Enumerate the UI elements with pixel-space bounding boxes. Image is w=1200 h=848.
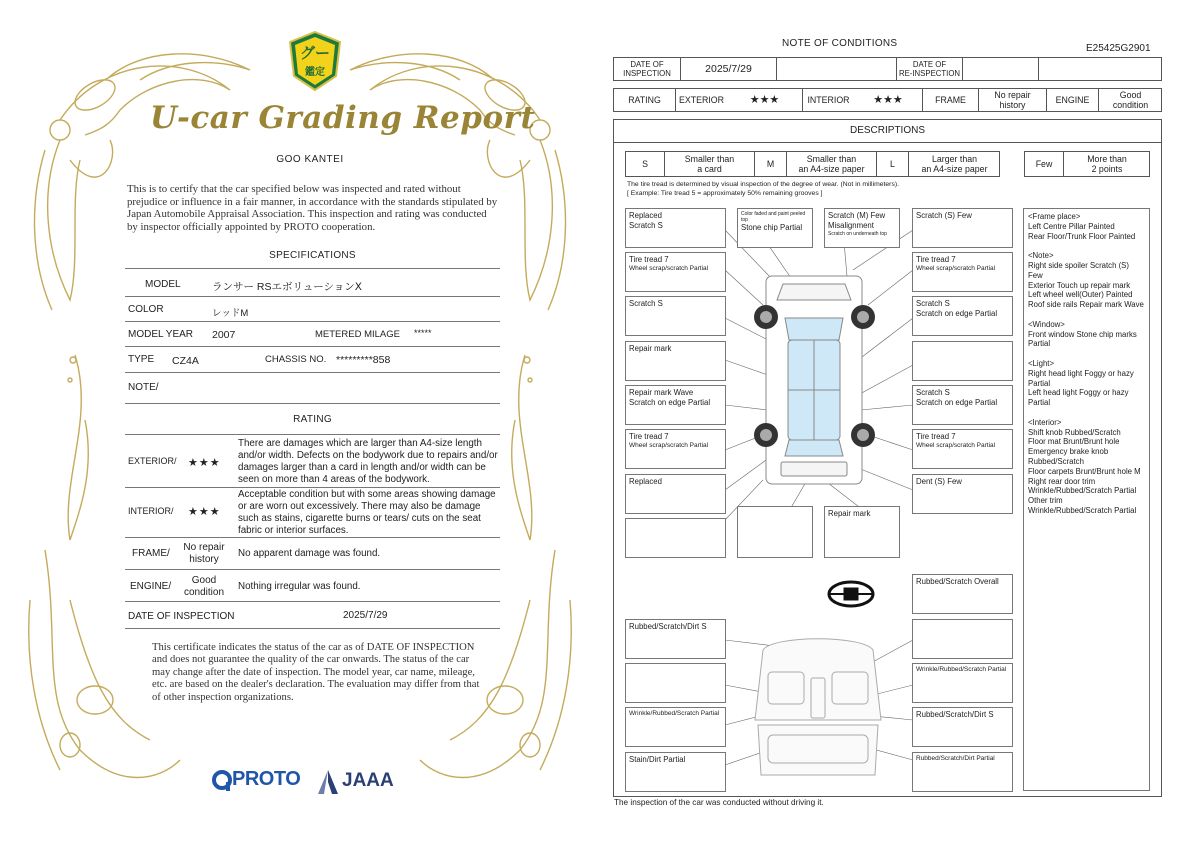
exterior-description: There are damages which are larger than A4-size length and/or width. Defects on the bodywork due to repairs and/or damages larger than a card in length and/or width can be seen on more than 4 areas of the bodywork. bbox=[238, 438, 498, 485]
date-of-inspection-label: DATE OF INSPECTION bbox=[128, 611, 235, 622]
proto-logo-icon bbox=[212, 770, 232, 792]
box-right-rear-quarter bbox=[912, 474, 1013, 514]
box-text: Stain/Dirt Partial bbox=[629, 755, 686, 764]
engine-value-line1: Good bbox=[1119, 90, 1142, 100]
frame-label: FRAME/ bbox=[132, 548, 170, 559]
box-text: Wrinkle/Rubbed/Scratch Partial bbox=[916, 666, 1007, 673]
condition-notes-list bbox=[1023, 208, 1150, 791]
color-label: COLOR bbox=[128, 304, 164, 315]
frame-label: FRAME bbox=[922, 89, 978, 111]
box-text: Scratch (M) Few bbox=[828, 211, 886, 220]
car-interior-view bbox=[755, 639, 881, 775]
legend-s-desc-1: Smaller than bbox=[684, 154, 735, 164]
exterior-label: EXTERIOR bbox=[675, 89, 727, 111]
box-text: Scratch on edge Partial bbox=[629, 398, 711, 407]
dor-label bbox=[896, 58, 962, 80]
doi-label-line2: INSPECTION bbox=[623, 69, 671, 78]
box-text: Dent (S) Few bbox=[916, 477, 962, 486]
report-subtitle: GOO KANTEI bbox=[276, 154, 344, 165]
box-steering-wheel bbox=[912, 574, 1013, 614]
tire-note-line1: The tire tread is determined by visual inspection of the degree of wear. (Not in millimeters). bbox=[627, 181, 899, 188]
legend-l-desc-2: an A4-size paper bbox=[921, 164, 988, 174]
model-year-value: 2007 bbox=[212, 329, 236, 341]
dor-value bbox=[962, 58, 1038, 80]
box-rear-center-2 bbox=[824, 506, 900, 558]
legend-s: S bbox=[642, 159, 648, 169]
box-rear-center-1 bbox=[737, 506, 813, 558]
box-text: Tire tread 7 bbox=[629, 255, 669, 264]
legend-few-desc-2: 2 points bbox=[1091, 164, 1123, 174]
frame-place-note: <Frame place> Left Centre Pillar Painted Rear Floor/Trunk Floor Painted bbox=[1028, 212, 1136, 241]
frame-value bbox=[978, 89, 1046, 111]
box-interior-4 bbox=[912, 663, 1013, 703]
few-legend bbox=[1024, 151, 1150, 177]
doi-label-line1: DATE OF bbox=[630, 60, 664, 69]
certificate-footer-text: This certificate indicates the status of the car as of DATE OF INSPECTION and does not guarantee the quality of the car onwards. The status of the car may change after the date of inspection. The model year, car name, mileage, etc. are based on the dealer's declaration. The evaluation may differ from that of other inspection organizations. bbox=[152, 642, 480, 703]
box-text: Misalignment bbox=[828, 221, 874, 230]
engine-value bbox=[1098, 89, 1162, 111]
box-interior-6 bbox=[912, 707, 1013, 747]
tire-note bbox=[627, 180, 899, 198]
box-interior-1 bbox=[625, 619, 726, 659]
box-interior-5 bbox=[625, 707, 726, 747]
engine-value-line2: condition bbox=[1112, 100, 1149, 110]
rating-label: RATING bbox=[628, 95, 661, 105]
type-label: TYPE bbox=[128, 354, 155, 365]
chassis-value: *********858 bbox=[336, 354, 391, 366]
engine-value-line1: Good bbox=[191, 575, 217, 586]
badge-bottom-text: 鑑定 bbox=[305, 67, 325, 78]
legend-l-desc bbox=[908, 152, 1000, 176]
box-text: Repair mark Wave bbox=[629, 388, 694, 397]
box-text: Scratch on edge Partial bbox=[916, 398, 998, 407]
box-front-center-1 bbox=[737, 208, 813, 248]
light-note: <Light> Right head light Foggy or hazy Partial Left head light Foggy or hazy Partial bbox=[1028, 358, 1134, 408]
box-text: Scratch S bbox=[629, 221, 663, 230]
box-front-left bbox=[625, 208, 726, 248]
legend-l: L bbox=[876, 152, 908, 176]
engine-description: Nothing irregular was found. bbox=[238, 581, 361, 592]
box-text: Replaced bbox=[629, 477, 662, 486]
inspection-date-row bbox=[613, 57, 1162, 81]
box-tire-front-right bbox=[912, 252, 1013, 292]
box-text: Wheel scrap/scratch Partial bbox=[916, 265, 996, 272]
box-text: Repair mark bbox=[828, 509, 871, 518]
descriptions-heading: DESCRIPTIONS bbox=[613, 119, 1162, 143]
jaaa-logo-text: JAAA bbox=[342, 770, 394, 791]
reference-number: E25425G2901 bbox=[1086, 43, 1151, 54]
empty-cell-2 bbox=[1038, 58, 1162, 80]
box-text: Wheel scrap/scratch Partial bbox=[916, 442, 996, 449]
frame-value-line1: No repair bbox=[183, 542, 225, 553]
box-tire-rear-left bbox=[625, 429, 726, 469]
box-text: Replaced bbox=[629, 211, 662, 220]
empty-cell bbox=[776, 58, 896, 80]
specifications-heading: SPECIFICATIONS bbox=[269, 250, 356, 261]
note-label: NOTE/ bbox=[128, 382, 159, 393]
box-text: Rubbed/Scratch/Dirt S bbox=[629, 622, 707, 631]
box-left-rear-quarter bbox=[625, 474, 726, 514]
legend-m-desc-1: Smaller than bbox=[806, 154, 857, 164]
dor-label-line1: DATE OF bbox=[912, 60, 947, 69]
box-text: Stone chip Partial bbox=[741, 223, 803, 232]
box-text: Repair mark bbox=[629, 344, 672, 353]
engine-value bbox=[174, 575, 234, 599]
box-tire-rear-right bbox=[912, 429, 1013, 469]
engine-label: ENGINE/ bbox=[130, 581, 172, 592]
box-left-front-door bbox=[625, 341, 726, 381]
frame-value-line2: history bbox=[999, 100, 1026, 110]
legend-s-desc-2: a card bbox=[697, 164, 722, 174]
box-text: Scratch (S) Few bbox=[916, 211, 972, 220]
frame-value-line1: No repair bbox=[994, 90, 1031, 100]
badge-top-text: グー bbox=[299, 45, 330, 62]
box-text: Rubbed/Scratch/Dirt Partial bbox=[916, 755, 995, 762]
dor-label-line2: RE-INSPECTION bbox=[898, 69, 961, 78]
inspection-footer: The inspection of the car was conducted without driving it. bbox=[614, 798, 824, 807]
doi-value: 2025/7/29 bbox=[680, 58, 776, 80]
note-of-conditions-title: NOTE OF CONDITIONS bbox=[782, 38, 898, 49]
box-front-center-2 bbox=[824, 208, 900, 248]
box-right-front-door bbox=[912, 341, 1013, 381]
model-label: MODEL bbox=[145, 279, 181, 290]
steering-wheel-icon bbox=[829, 582, 873, 606]
box-small-text: Scratch on underneath top bbox=[828, 231, 887, 237]
box-interior-7 bbox=[625, 752, 726, 792]
color-value: レッドM bbox=[212, 308, 249, 319]
jaaa-logo-icon bbox=[318, 770, 338, 794]
box-text: Scratch S bbox=[629, 299, 663, 308]
frame-value bbox=[174, 542, 234, 566]
box-text: Scratch S bbox=[916, 388, 950, 397]
box-text: Scratch on edge Partial bbox=[916, 309, 998, 318]
legend-few: Few bbox=[1035, 159, 1053, 169]
tire-note-line2: [ Example: Tire tread 5 = approximately 50% remaining grooves ] bbox=[627, 190, 823, 197]
interior-stars: ★★★ bbox=[188, 506, 221, 518]
type-value: CZ4A bbox=[172, 355, 199, 367]
box-text: Tire tread 7 bbox=[916, 255, 956, 264]
size-legend bbox=[625, 151, 1000, 177]
general-note: <Note> Right side spoiler Scratch (S) Few Exterior Touch up repair mark Left wheel well(Outer) Painted Roof side rails Repair mark Wave bbox=[1028, 251, 1144, 310]
legend-few-desc-1: More than bbox=[1087, 154, 1127, 164]
box-text: Wheel scrap/scratch Partial bbox=[629, 442, 709, 449]
legend-l-desc-1: Larger than bbox=[932, 154, 977, 164]
rating-row bbox=[613, 88, 1162, 112]
box-text: Wrinkle/Rubbed/Scratch Partial bbox=[629, 710, 720, 717]
box-tire-front-left bbox=[625, 252, 726, 292]
interior-description: Acceptable condition but with some areas showing damage or are worn out excessively. There may also be damage such as stains, cigarette burns or tears/ cuts on the seat fabric or interior surfaces. bbox=[238, 489, 496, 536]
goo-kantei-badge-icon bbox=[288, 30, 342, 92]
legend-m: M bbox=[754, 152, 786, 176]
box-interior-3 bbox=[625, 663, 726, 703]
box-interior-8 bbox=[912, 752, 1013, 792]
box-right-rear-door bbox=[912, 385, 1013, 425]
frame-description: No apparent damage was found. bbox=[238, 548, 381, 559]
interior-note: <Interior> Shift knob Rubbed/Scratch Floor mat Brunt/Brunt hole Emergency brake knob Rubbed/Scratch Floor carpets Brunt/Brunt hole M Right rear door trim Wrinkle/Rubbed/Scratch Partial Other trim Wrinkle/Rubbed/Scratch Partial bbox=[1028, 417, 1141, 515]
box-text: Tire tread 7 bbox=[916, 432, 956, 441]
legend-m-desc bbox=[786, 152, 876, 176]
doi-label bbox=[614, 58, 680, 80]
legend-few-desc bbox=[1063, 152, 1150, 176]
box-text: Scratch S bbox=[916, 299, 950, 308]
engine-label: ENGINE bbox=[1046, 89, 1098, 111]
car-top-view bbox=[766, 276, 862, 484]
legend-m-desc-2: an A4-size paper bbox=[798, 164, 865, 174]
box-interior-2 bbox=[912, 619, 1013, 659]
legend-s-desc bbox=[664, 152, 754, 176]
box-text: Wheel scrap/scratch Partial bbox=[629, 265, 709, 272]
box-front-right bbox=[912, 208, 1013, 248]
box-rear-left bbox=[625, 518, 726, 558]
proto-logo-text: PROTO bbox=[232, 768, 301, 790]
exterior-stars: ★★★ bbox=[749, 94, 780, 106]
report-title: U-car Grading Report bbox=[150, 100, 536, 136]
interior-label: INTERIOR bbox=[802, 89, 854, 111]
box-small-text: Color faded and paint peeled top bbox=[741, 211, 806, 223]
frame-value-line2: history bbox=[189, 554, 219, 565]
mileage-value: ***** bbox=[414, 328, 432, 338]
model-year-label: MODEL YEAR bbox=[128, 329, 194, 340]
rating-heading: RATING bbox=[293, 414, 332, 425]
interior-label: INTERIOR/ bbox=[128, 506, 174, 516]
chassis-label: CHASSIS NO. bbox=[265, 354, 327, 365]
box-text: Tire tread 7 bbox=[629, 432, 669, 441]
interior-stars: ★★★ bbox=[873, 94, 903, 106]
engine-value-line2: condition bbox=[183, 587, 225, 598]
box-right-fender bbox=[912, 296, 1013, 336]
window-note: <Window> Front window Stone chip marks Partial bbox=[1028, 319, 1137, 349]
exterior-stars: ★★★ bbox=[188, 457, 221, 469]
exterior-label: EXTERIOR/ bbox=[128, 456, 177, 466]
box-left-rear-door bbox=[625, 385, 726, 425]
date-of-inspection-value: 2025/7/29 bbox=[343, 610, 388, 621]
box-left-fender bbox=[625, 296, 726, 336]
mileage-label: METERED MILAGE bbox=[315, 329, 400, 340]
model-value: ランサー RSエボリューションⅩ bbox=[212, 281, 362, 293]
box-text: Rubbed/Scratch Overall bbox=[916, 577, 999, 586]
certify-text: This is to certify that the car specified below was inspected and rated without prejudice or influence in a fair manner, in accordance with the standards stipulated by Japan Automobile Appraisal Association. This inspection and rating was conducted by inspector officially appointed by PROTO cooperation. bbox=[127, 183, 498, 233]
box-text: Rubbed/Scratch/Dirt S bbox=[916, 710, 994, 719]
